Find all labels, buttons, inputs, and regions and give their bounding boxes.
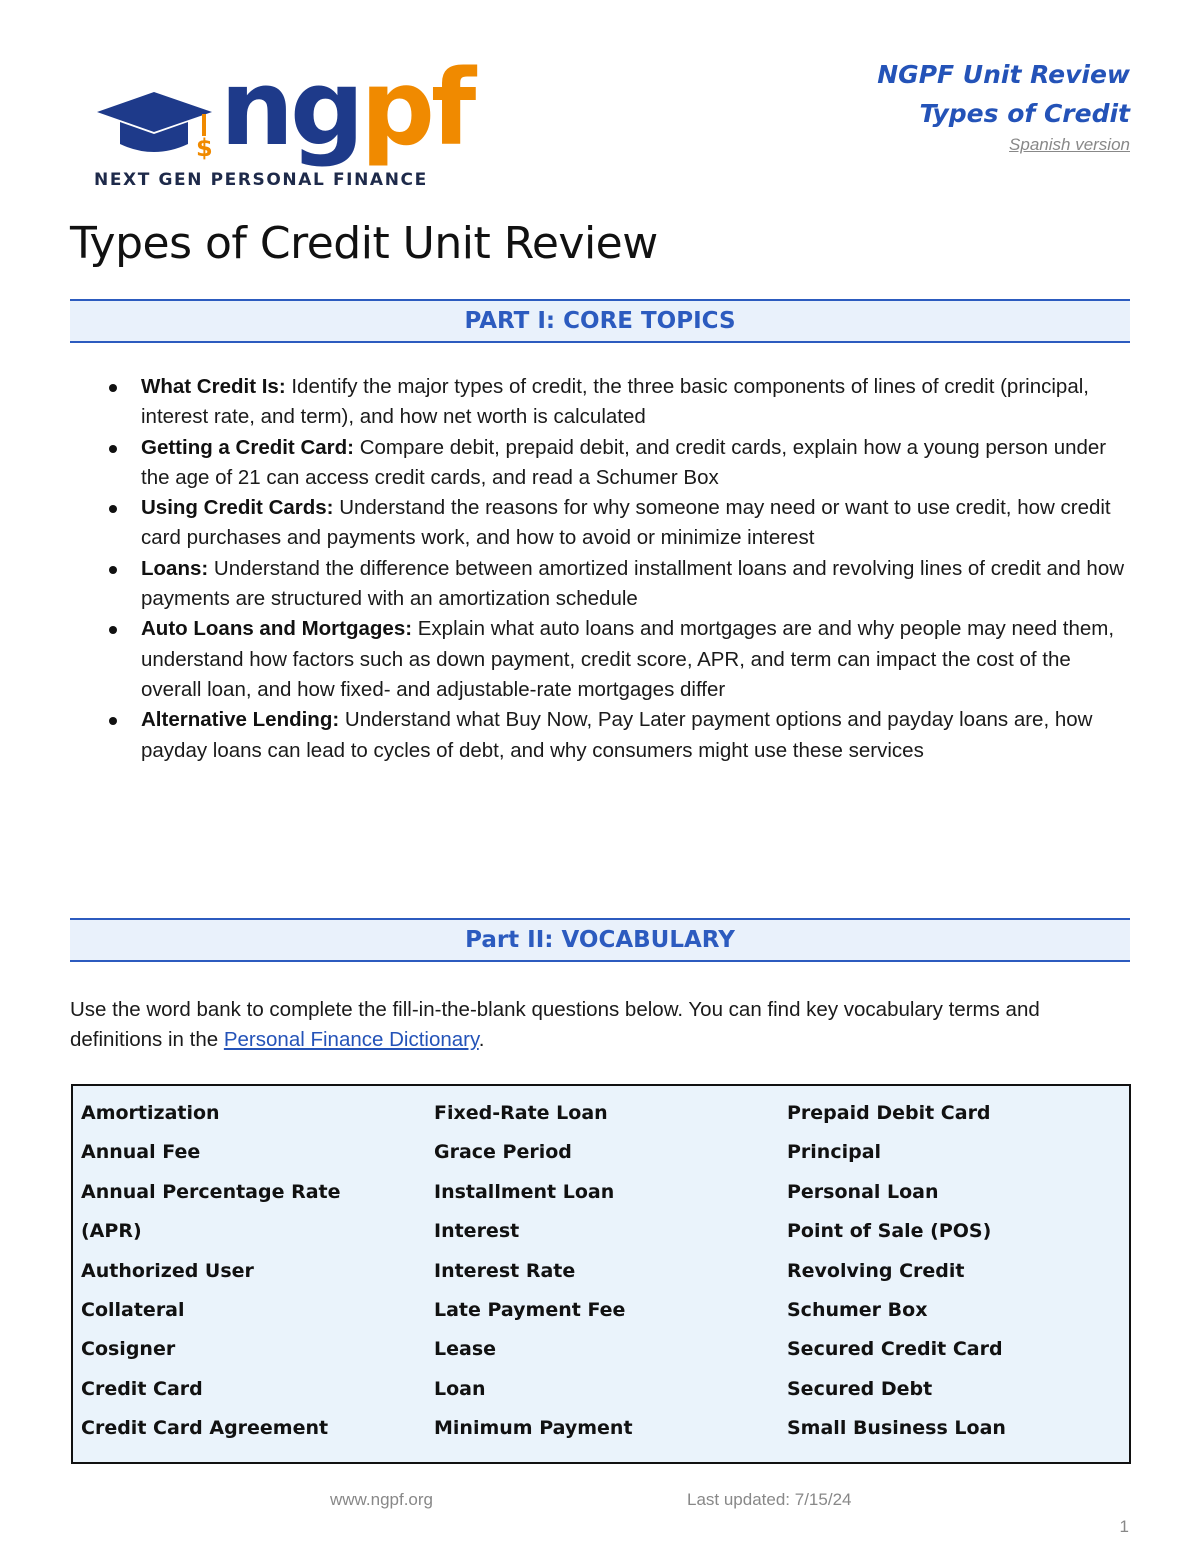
header-line-2: Types of Credit (919, 99, 1130, 128)
page-title: Types of Credit Unit Review (70, 218, 658, 269)
footer-last-updated: Last updated: 7/15/24 (687, 1490, 852, 1509)
logo-wordmark: ngpf (220, 47, 473, 169)
word-bank-term: Secured Debt (787, 1377, 933, 1400)
word-bank-column-1 (81, 1094, 341, 1449)
logo-tagline: NEXT GEN PERSONAL FINANCE (94, 170, 428, 190)
header-line-1: NGPF Unit Review (877, 60, 1130, 89)
list-item: What Credit Is: Identify the major types of credit, the three basic components of lines of credit (principal, interest rate, and term), and how net worth is calculated (70, 372, 1132, 433)
word-bank-term: Minimum Payment (434, 1417, 633, 1440)
word-bank-term: Annual Fee (81, 1141, 201, 1164)
word-bank-term: Credit Card (81, 1377, 203, 1400)
list-item: Auto Loans and Mortgages: Explain what auto loans and mortgages are and why people may need them, understand how factors such as down payment, credit score, APR, and term can impact the cost of the overall loan, and how fixed- and adjustable-rate mortgages differ (70, 614, 1132, 705)
document-header (877, 55, 1130, 157)
word-bank-term: Small Business Loan (787, 1417, 1006, 1440)
word-bank-term: Installment Loan (434, 1180, 615, 1203)
word-bank-term: Personal Loan (787, 1180, 939, 1203)
core-topics-list (70, 372, 1132, 766)
list-item: Alternative Lending: Understand what Buy Now, Pay Later payment options and payday loans are, how payday loans can lead to cycles of debt, and why consumers might use these services (70, 705, 1132, 766)
list-item: Loans: Understand the difference between amortized installment loans and revolving lines of credit and how payments are structured with an amortization schedule (70, 554, 1132, 615)
word-bank-term: Interest Rate (434, 1259, 576, 1282)
page-number: 1 (1119, 1517, 1129, 1536)
word-bank-term: Principal (787, 1141, 882, 1164)
word-bank-term: Point of Sale (POS) (787, 1220, 992, 1243)
word-bank-term: Late Payment Fee (434, 1299, 626, 1322)
spanish-version-link[interactable]: Spanish version (1009, 135, 1130, 154)
part1-heading: PART I: CORE TOPICS (70, 299, 1130, 343)
part2-heading: Part II: VOCABULARY (70, 918, 1130, 962)
list-item: Getting a Credit Card: Compare debit, prepaid debit, and credit cards, explain how a young person under the age of 21 can access credit cards, and read a Schumer Box (70, 433, 1132, 494)
word-bank-term: Authorized User (81, 1259, 254, 1282)
word-bank-term: Prepaid Debit Card (787, 1102, 991, 1124)
word-bank-column-3 (787, 1094, 1006, 1449)
vocabulary-intro: Use the word bank to complete the fill-in-the-blank questions below. You can find key vocabulary terms and definitions in the Personal Finance Dictionary. (70, 998, 1040, 1051)
footer-url: www.ngpf.org (330, 1490, 433, 1509)
word-bank-term: Credit Card Agreement (81, 1417, 329, 1440)
word-bank-term: Amortization (81, 1102, 220, 1124)
graduation-cap-icon (92, 84, 222, 164)
word-bank-term: Fixed-Rate Loan (434, 1102, 608, 1124)
word-bank-term: Revolving Credit (787, 1259, 965, 1282)
word-bank-term: Cosigner (81, 1338, 176, 1361)
svg-text:$: $ (196, 134, 213, 162)
word-bank-term: Grace Period (434, 1141, 572, 1164)
ngpf-logo (92, 47, 473, 195)
dictionary-link[interactable]: Personal Finance Dictionary (223, 1028, 479, 1051)
word-bank-term: Annual Percentage Rate (81, 1180, 341, 1203)
word-bank-term: Collateral (81, 1299, 185, 1322)
word-bank (71, 1084, 1131, 1464)
word-bank-term: Schumer Box (787, 1299, 928, 1322)
word-bank-term: Loan (434, 1377, 486, 1400)
list-item: Using Credit Cards: Understand the reasons for why someone may need or want to use credit, how credit card purchases and payments work, and how to avoid or minimize interest (70, 493, 1132, 554)
word-bank-term: Interest (434, 1220, 520, 1243)
word-bank-column-2 (434, 1094, 633, 1449)
word-bank-term: Secured Credit Card (787, 1338, 1003, 1361)
word-bank-term: (APR) (81, 1220, 142, 1243)
word-bank-term: Lease (434, 1338, 497, 1361)
